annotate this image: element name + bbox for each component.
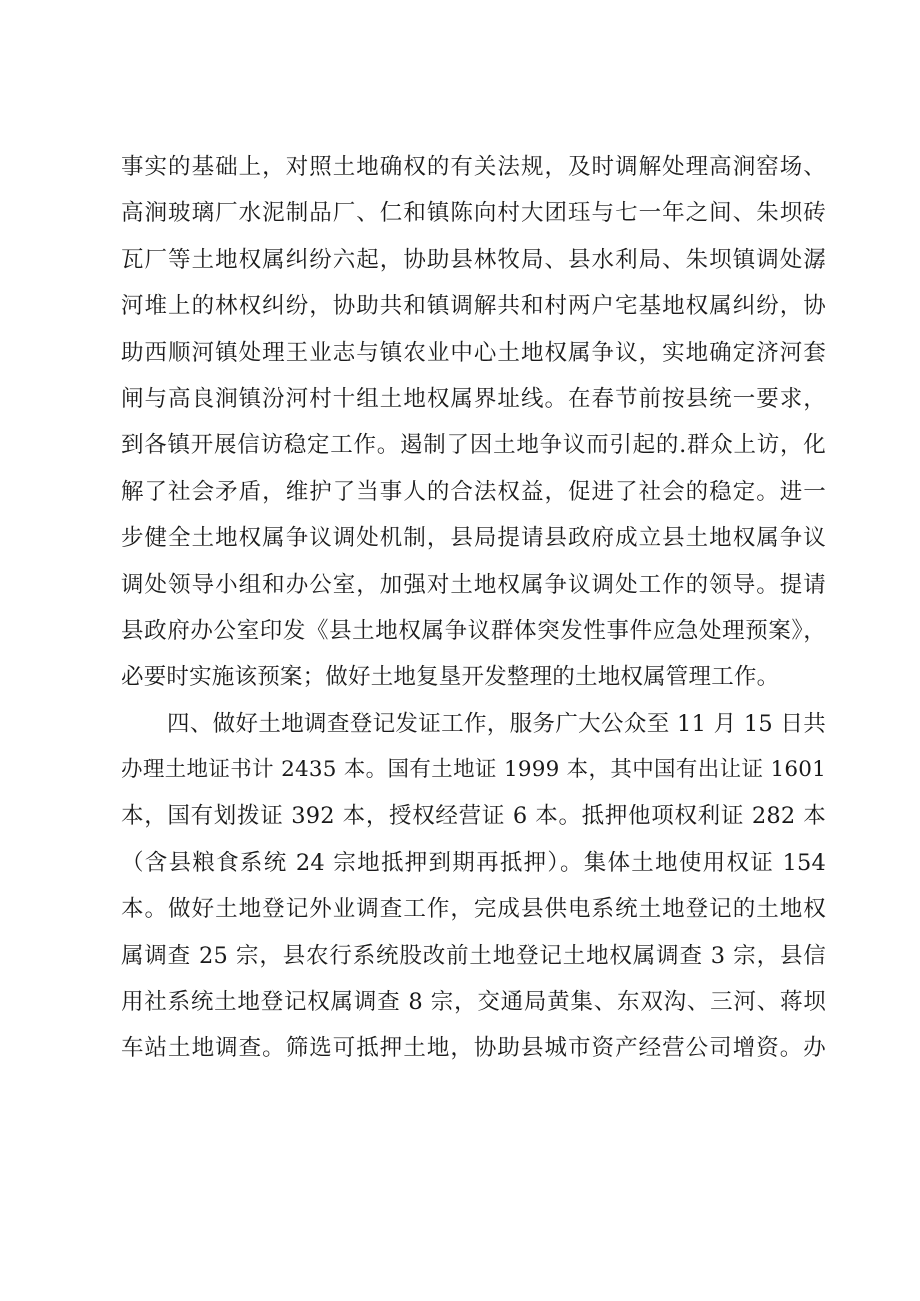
text-line: 事实的基础上，对照土地确权的有关法规，及时调解处理高涧窑场、 bbox=[121, 154, 826, 180]
text-line: 高涧玻璃厂水泥制品厂、仁和镇陈向村大团珏与七一年之间、朱坝砖 bbox=[121, 200, 826, 227]
text-line: 调处领导小组和办公室，加强对土地权属争议调处工作的领导。提请 bbox=[121, 571, 826, 598]
text-line: 步健全土地权属争议调处机制，县局提请县政府成立县土地权属争议 bbox=[121, 525, 826, 552]
text-line: 河堆上的林权纠纷，协助共和镇调解共和村两户宅基地权属纠纷，协 bbox=[121, 293, 826, 320]
text-line: 助西顺河镇处理王业志与镇农业中心土地权属争议，实地确定济河套 bbox=[121, 339, 826, 366]
text-line: 属调查 25 宗，县农行系统股改前土地登记土地权属调查 3 宗，县信 bbox=[121, 942, 826, 969]
text-line: 闸与高良涧镇汾河村十组土地权属界址线。在春节前按县统一要求， bbox=[121, 385, 826, 412]
text-line: 用社系统土地登记权属调查 8 宗，交通局黄集、东双沟、三河、蒋坝 bbox=[121, 989, 826, 1016]
text-line: 到各镇开展信访稳定工作。遏制了因土地争议而引起的.群众上访，化 bbox=[121, 432, 826, 459]
text-line: 解了社会矛盾，维护了当事人的合法权益，促进了社会的稳定。进一 bbox=[121, 478, 826, 505]
text-line: 车站土地调查。筛选可抵押土地，协助县城市资产经营公司增资。办 bbox=[121, 1035, 826, 1062]
text-line: （含县粮食系统 24 宗地抵押到期再抵押）。集体土地使用权证 154 bbox=[121, 849, 826, 876]
text-line: 本。做好土地登记外业调查工作，完成县供电系统土地登记的土地权 bbox=[121, 896, 826, 923]
body-text bbox=[121, 144, 826, 1072]
paragraph-start-line: 四、做好土地调查登记发证工作，服务广大公众至 11 月 15 日共 bbox=[167, 710, 826, 737]
text-line: 必要时实施该预案；做好土地复垦开发整理的土地权属管理工作。 bbox=[121, 664, 780, 691]
text-line: 县政府办公室印发《县土地权属争议群体突发性事件应急处理预案》， bbox=[121, 617, 826, 644]
text-line: 本，国有划拨证 392 本，授权经营证 6 本。抵押他项权利证 282 本 bbox=[121, 803, 826, 830]
text-line: 瓦厂等土地权属纠纷六起，协助县林牧局、县水利局、朱坝镇调处潺 bbox=[121, 246, 826, 273]
text-line: 办理土地证书计 2435 本。国有土地证 1999 本，其中国有出让证 1601 bbox=[121, 757, 826, 783]
